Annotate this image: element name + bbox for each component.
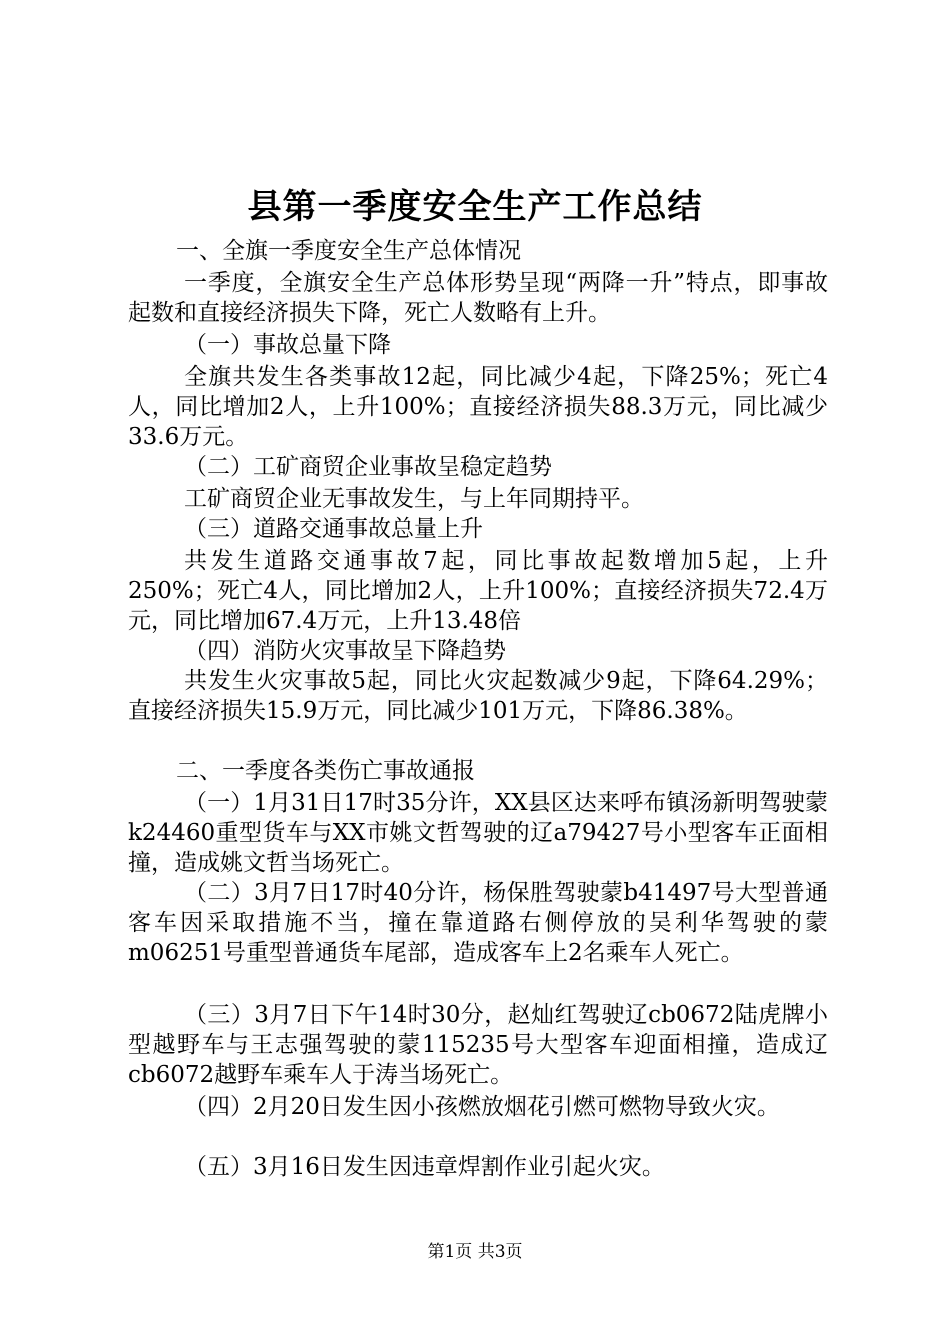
paragraph-accident-total: 全旗共发生各类事故12起，同比减少4起，下降25%；死亡4人，同比增加2人，上升100%；直接经济损失88.3万元，同比减少33.6万元。 <box>128 364 828 450</box>
section-heading-2: 二、一季度各类伤亡事故通报 <box>176 758 475 784</box>
paragraph-incident-3: （三）3月7日下午14时30分，赵灿红驾驶辽cb0672陆虎牌小型越野车与王志强驾驶的蒙115235号大型客车迎面相撞，造成辽cb6072越野车乘车人于涛当场死亡。 <box>128 1002 828 1088</box>
paragraph-industrial: 工矿商贸企业无事故发生，与上年同期持平。 <box>184 486 644 512</box>
subheading-fire: （四）消防火灾事故呈下降趋势 <box>184 638 506 664</box>
subheading-traffic: （三）道路交通事故总量上升 <box>184 516 483 542</box>
paragraph-incident-5: （五）3月16日发生因违章焊割作业引起火灾。 <box>184 1154 665 1180</box>
section-heading-1: 一、全旗一季度安全生产总体情况 <box>176 238 521 264</box>
document-title: 县第一季度安全生产工作总结 <box>247 187 703 227</box>
paragraph-incident-4: （四）2月20日发生因小孩燃放烟花引燃可燃物导致火灾。 <box>184 1094 780 1120</box>
paragraph-overview: 一季度，全旗安全生产总体形势呈现“两降一升”特点，即事故起数和直接经济损失下降，死亡人数略有上升。 <box>128 270 828 326</box>
page-number: 第1页 共3页 <box>427 1242 523 1262</box>
paragraph-incident-1: （一）1月31日17时35分许，XX县区达来呼布镇汤新明驾驶蒙k24460重型货车与XX市姚文哲驾驶的辽a79427号小型客车正面相撞，造成姚文哲当场死亡。 <box>128 790 828 876</box>
subheading-accident-total: （一）事故总量下降 <box>184 332 391 358</box>
paragraph-traffic: 共发生道路交通事故7起，同比事故起数增加5起，上升250%；死亡4人，同比增加2人，上升100%；直接经济损失72.4万元，同比增加67.4万元，上升13.48倍 <box>128 548 828 634</box>
paragraph-fire: 共发生火灾事故5起，同比火灾起数减少9起，下降64.29%；直接经济损失15.9万元，同比减少101万元，下降86.38%。 <box>128 668 828 724</box>
paragraph-incident-2: （二）3月7日17时40分许，杨保胜驾驶蒙b41497号大型普通客车因采取措施不当，撞在靠道路右侧停放的吴利华驾驶的蒙m06251号重型普通货车尾部，造成客车上2名乘车人死亡。 <box>128 880 828 966</box>
subheading-industrial: （二）工矿商贸企业事故呈稳定趋势 <box>184 454 552 480</box>
